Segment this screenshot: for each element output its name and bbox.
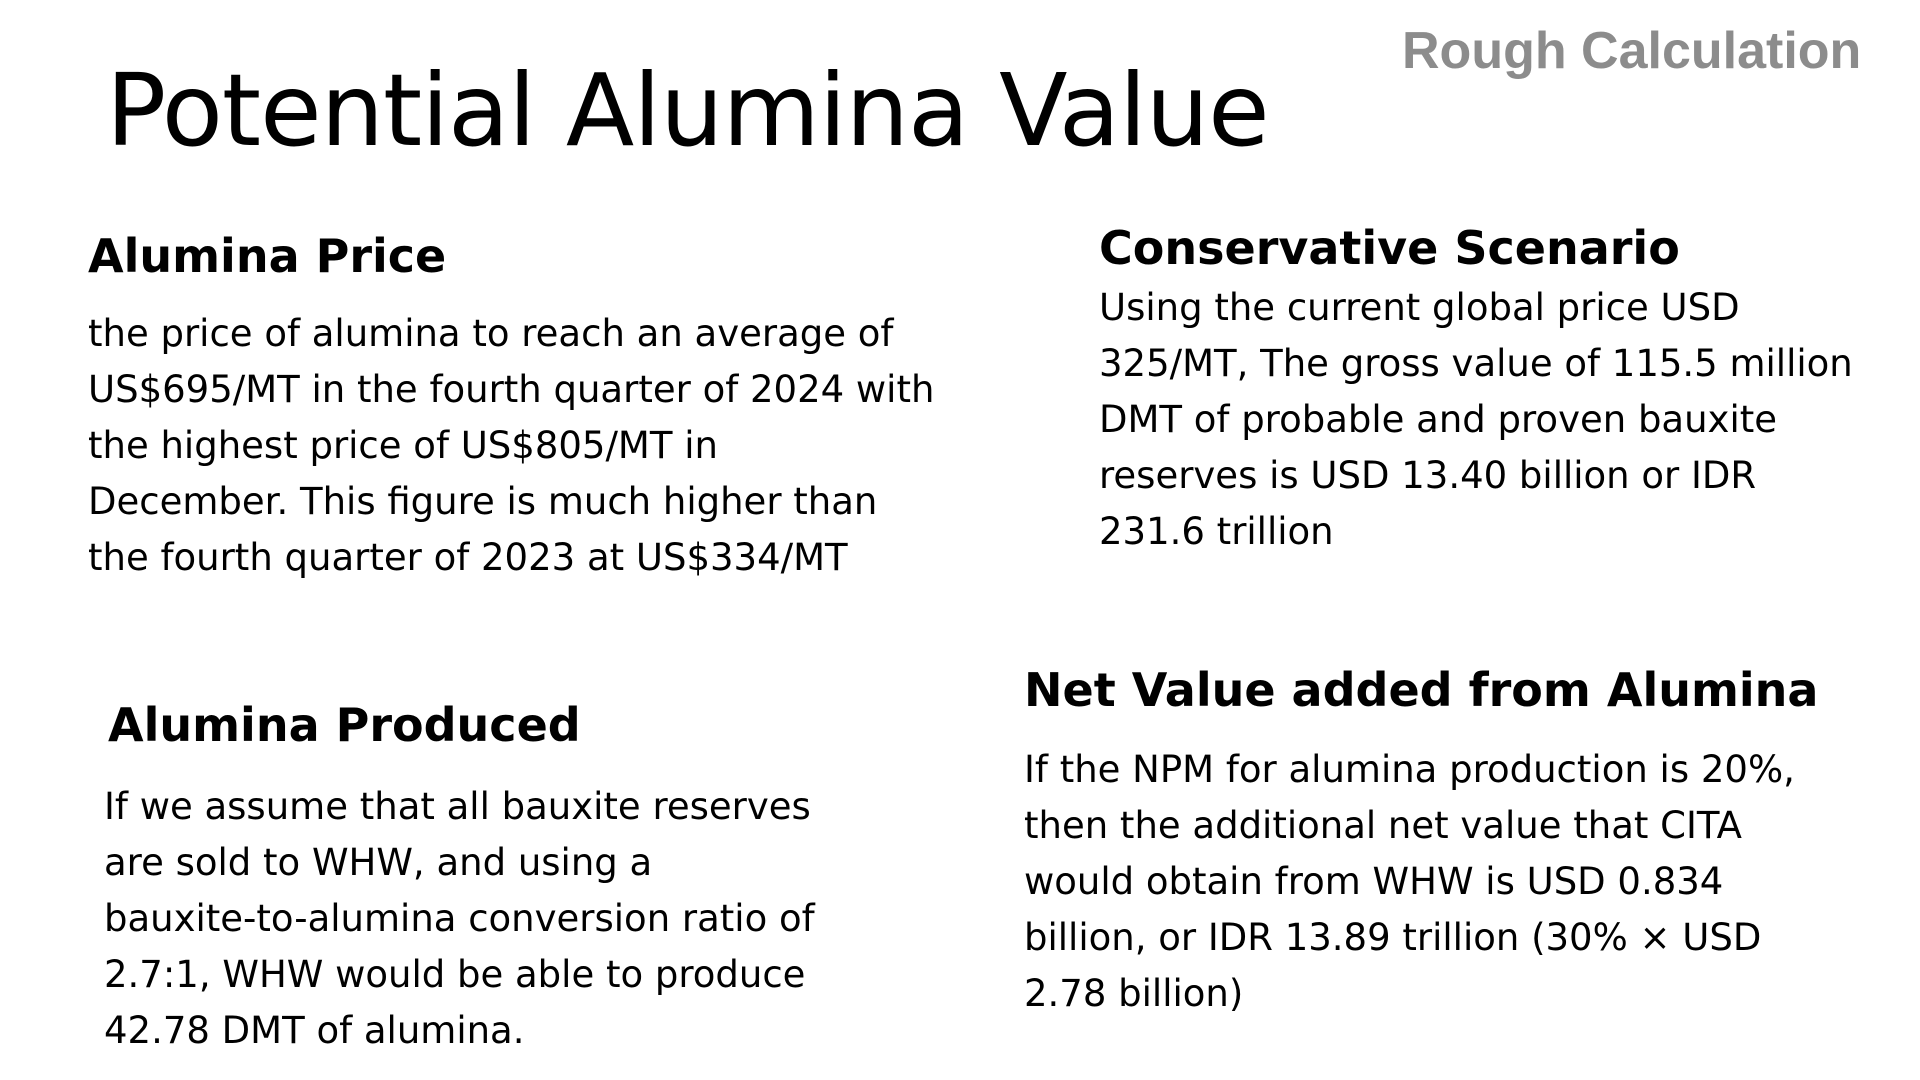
text-line: Using the current global price USD [1099,286,1740,329]
text-line: 2.78 billion) [1024,972,1244,1015]
text-line: 325/MT, The gross value of 115.5 million [1099,342,1853,385]
conservative-scenario-heading: Conservative Scenario [1099,221,1680,275]
text-line: US$695/MT in the fourth quarter of 2024 with [88,368,935,411]
text-line: 42.78 DMT of alumina. [104,1009,525,1052]
text-line: the highest price of US$805/MT in [88,424,718,467]
text-line: 231.6 trillion [1099,510,1334,553]
rough-calculation-label: Rough Calculation [1402,22,1862,80]
alumina-price-text [88,306,934,586]
alumina-price-section [88,228,934,586]
net-value-added-section [1024,662,1818,1022]
text-line: are sold to WHW, and using a [104,841,653,884]
text-line: the price of alumina to reach an average of [88,312,894,355]
net-value-added-heading: Net Value added from Alumina [1024,663,1819,717]
text-line: billion, or IDR 13.89 trillion (30% × USD [1024,916,1762,959]
conservative-scenario-section [1099,220,1853,560]
conservative-scenario-text [1099,280,1853,560]
text-line: 2.7:1, WHW would be able to produce [104,953,806,996]
net-value-added-text [1024,742,1818,1022]
text-line: then the additional net value that CITA [1024,804,1742,847]
text-line: reserves is USD 13.40 billion or IDR [1099,454,1757,497]
alumina-produced-section [104,697,815,1059]
alumina-produced-text [104,779,815,1059]
text-line: the fourth quarter of 2023 at US$334/MT [88,536,848,579]
text-line: If the NPM for alumina production is 20%, [1024,748,1795,791]
text-line: DMT of probable and proven bauxite [1099,398,1777,441]
page-title: Potential Alumina Value [106,52,1269,169]
text-line: would obtain from WHW is USD 0.834 [1024,860,1724,903]
text-line: bauxite-to-alumina conversion ratio of [104,897,815,940]
alumina-produced-heading: Alumina Produced [108,698,581,752]
text-line: December. This figure is much higher than [88,480,878,523]
alumina-price-heading: Alumina Price [88,229,447,283]
text-line: If we assume that all bauxite reserves [104,785,811,828]
